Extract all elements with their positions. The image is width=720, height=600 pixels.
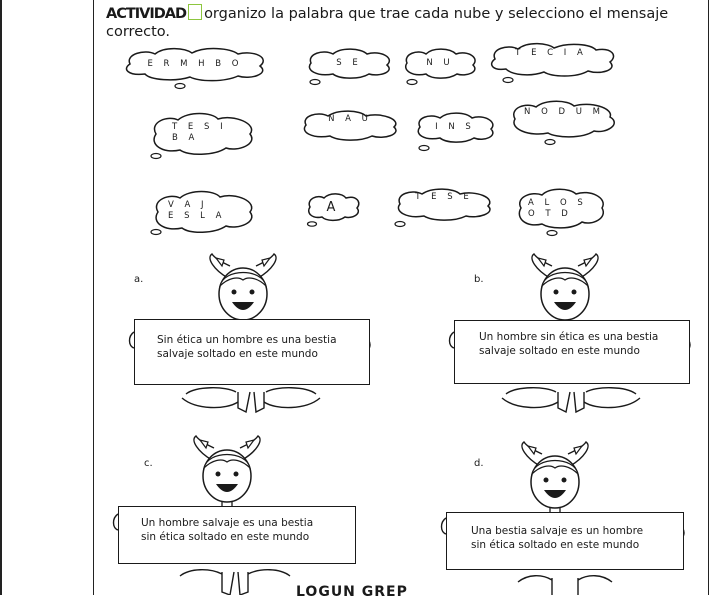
checkbox-icon bbox=[188, 4, 202, 20]
word-cloud bbox=[412, 110, 498, 144]
girl-icon bbox=[182, 432, 272, 512]
cloud-letters: A bbox=[326, 199, 340, 215]
cloud-letters: O T D bbox=[528, 209, 572, 219]
cloud-letters: T E S I bbox=[172, 122, 227, 132]
instructions bbox=[106, 4, 696, 41]
left-border-line bbox=[0, 0, 2, 595]
option-b-letter: b. bbox=[474, 274, 484, 285]
option-c-letter: c. bbox=[144, 458, 153, 469]
cloud-letters: B A bbox=[172, 133, 199, 143]
cloud-letters: N O D U M bbox=[524, 107, 604, 117]
cloud-letters: V A J bbox=[168, 200, 208, 210]
word-cloud bbox=[298, 108, 402, 142]
girl-icon bbox=[510, 438, 600, 518]
girl-icon bbox=[520, 250, 610, 330]
cloud-letters: S E bbox=[336, 57, 362, 68]
option-a-letter: a. bbox=[134, 274, 144, 285]
cloud-letters: N A U bbox=[328, 114, 372, 124]
word-cloud bbox=[148, 188, 258, 234]
option-b-message: Un hombre sin ética es una bestia salvaje soltado en este mundo bbox=[479, 331, 659, 357]
cloud-letters: N U bbox=[426, 57, 454, 68]
word-cloud bbox=[486, 40, 616, 78]
cloud-letters: I N S bbox=[435, 121, 475, 132]
word-cloud bbox=[506, 98, 622, 140]
page-border-line bbox=[93, 0, 94, 595]
option-a-message: Sin ética un hombre es una bestia salvaje soltado en este mundo bbox=[157, 334, 337, 360]
option-d-letter: d. bbox=[474, 458, 484, 469]
option-c-sign[interactable] bbox=[118, 506, 356, 564]
word-cloud bbox=[304, 192, 362, 222]
cloud-letters: A L O S bbox=[528, 198, 587, 208]
footer-text: LOGUN GREP bbox=[296, 584, 408, 600]
option-c-message: Un hombre salvaje es una bestia sin ética soltado en este mundo bbox=[141, 517, 314, 543]
word-cloud bbox=[303, 46, 395, 80]
instructions-text: organizo la palabra que trae cada nube y selecciono el mensaje correcto. bbox=[106, 6, 669, 40]
option-a-sign[interactable] bbox=[134, 319, 370, 385]
option-b-sign[interactable] bbox=[454, 320, 690, 384]
option-d-message: Una bestia salvaje es un hombre sin ética soltado en este mundo bbox=[471, 525, 644, 551]
girl-icon bbox=[198, 250, 288, 330]
word-cloud bbox=[512, 186, 608, 232]
word-cloud bbox=[400, 46, 480, 80]
activity-label: ACTIVIDAD bbox=[106, 6, 187, 22]
cloud-letters: E R M H B O bbox=[147, 58, 243, 69]
word-cloud bbox=[146, 110, 258, 156]
right-border-line bbox=[708, 0, 709, 595]
option-d-sign[interactable] bbox=[446, 512, 684, 570]
word-cloud bbox=[120, 44, 270, 84]
cloud-letters: E S L A bbox=[168, 211, 226, 221]
cloud-letters: T E S E bbox=[415, 192, 473, 202]
word-cloud bbox=[392, 186, 496, 222]
cloud-letters: T E C I A bbox=[515, 48, 587, 58]
